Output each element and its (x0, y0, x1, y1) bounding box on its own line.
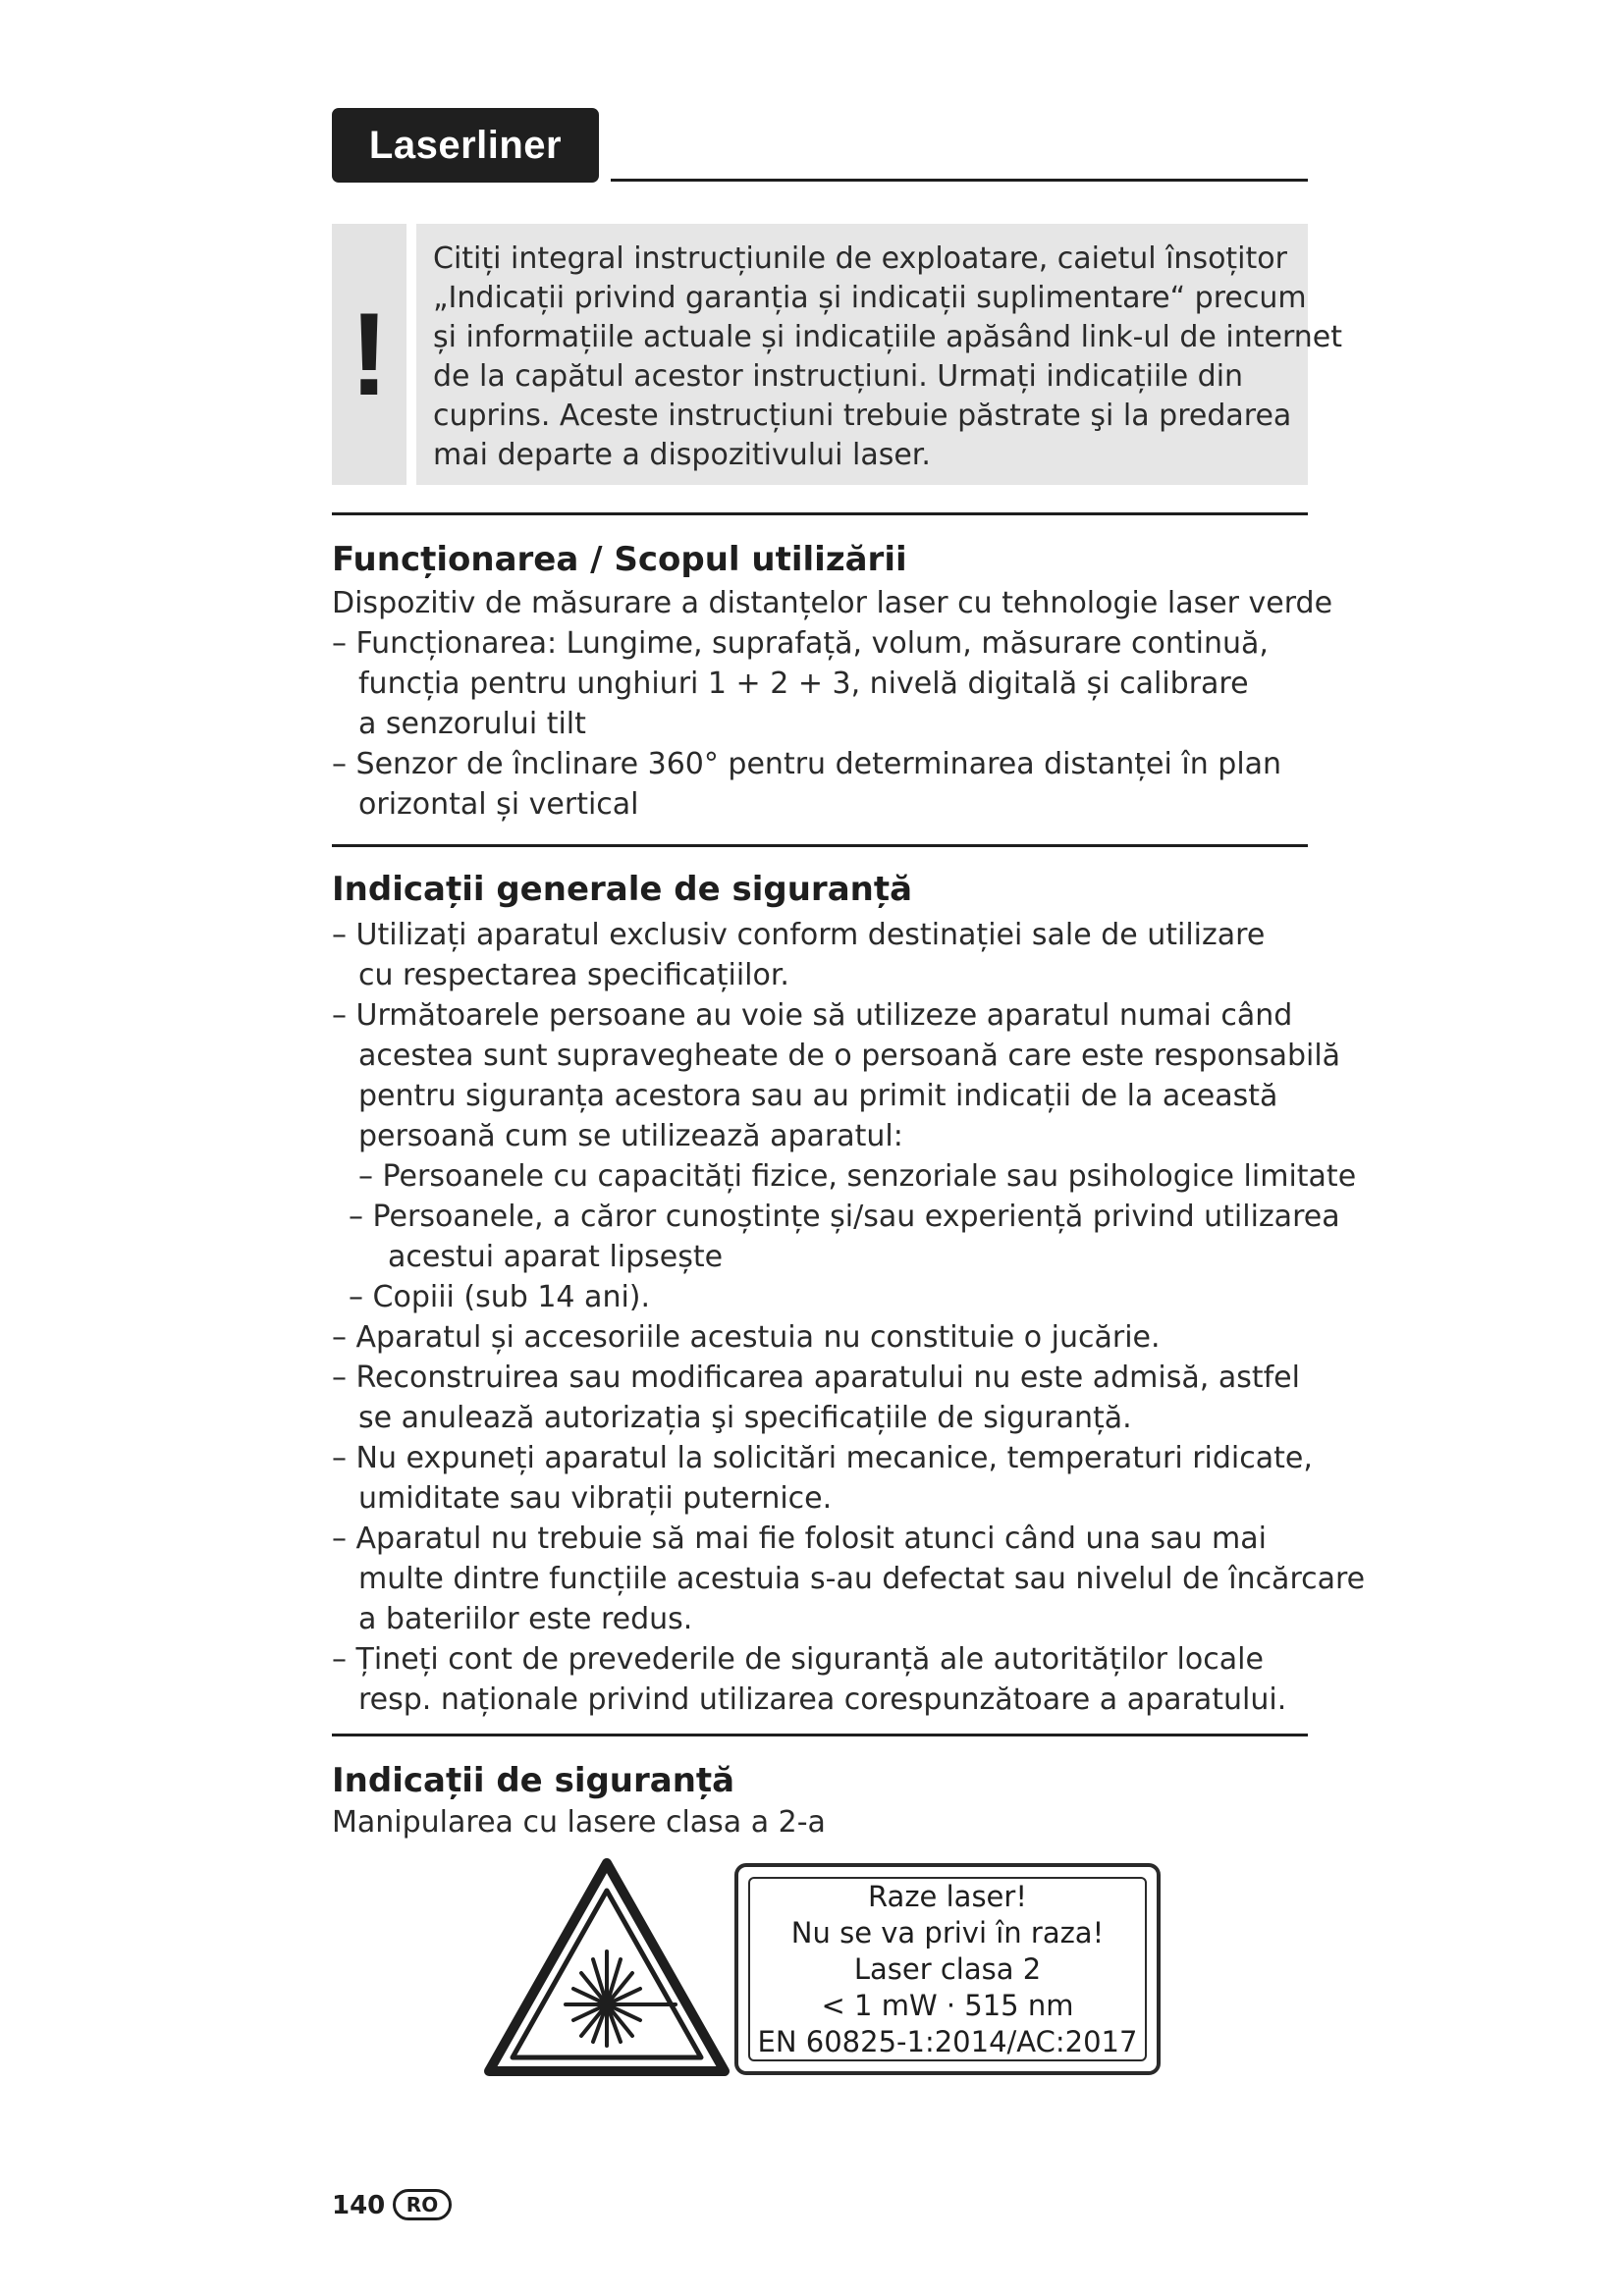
section-subtitle: Manipularea cu lasere clasa a 2-a (332, 1805, 826, 1840)
laser-warning-icon (483, 1857, 731, 2079)
section-divider (332, 512, 1308, 515)
language-badge: RO (393, 2189, 452, 2220)
list-item-continuation: persoană cum se utilizează aparatul: (358, 1119, 903, 1153)
list-item: – Țineți cont de prevederile de siguranță ale autorităților locale (332, 1642, 1264, 1677)
label-line: Nu se va privi în raza! (790, 1915, 1105, 1949)
label-line: EN 60825-1:2014/AC:2017 (757, 2024, 1138, 2058)
list-item: – Utilizați aparatul exclusiv conform destinației sale de utilizare (332, 918, 1266, 952)
warning-marker (332, 224, 406, 485)
brand-logo (332, 108, 599, 183)
list-item-continuation: multe dintre funcțiile acestuia s-au defectat sau nivelul de încărcare (358, 1562, 1366, 1596)
list-item-continuation: a bateriilor este redus. (358, 1602, 693, 1636)
warning-line: și informațiile actuale și indicațiile apăsând link-ul de internet (433, 320, 1343, 354)
list-item-continuation: resp. naționale privind utilizarea corespunzătoare a aparatului. (358, 1682, 1287, 1717)
sub-list-item: – Persoanele, a căror cunoștințe și/sau experiență privind utilizarea (349, 1200, 1340, 1234)
warning-line: mai departe a dispozitivului laser. (433, 438, 931, 472)
list-item: – Nu expuneți aparatul la solicitări mecanice, temperaturi ridicate, (332, 1441, 1313, 1475)
list-item-continuation: se anulează autorizația şi specificațiile de siguranță. (358, 1401, 1132, 1435)
warning-line: de la capătul acestor instrucțiuni. Urmați indicațiile din (433, 359, 1244, 394)
list-item: – Aparatul nu trebuie să mai fie folosit atunci când una sau mai (332, 1522, 1267, 1556)
warning-line: „Indicații privind garanția și indicații suplimentare“ precum (433, 281, 1307, 315)
sub-list-item-continuation: acestui aparat lipsește (388, 1240, 724, 1274)
list-item-continuation: acestea sunt supravegheate de o persoană care este responsabilă (358, 1039, 1341, 1073)
list-item-continuation: umiditate sau vibrații puternice. (358, 1481, 833, 1516)
section-divider (332, 844, 1308, 847)
label-line: Laser clasa 2 (853, 1951, 1042, 1986)
section-title-safety: Indicații de siguranță (332, 1761, 735, 1800)
section-divider (332, 1734, 1308, 1736)
warning-text (433, 240, 1343, 475)
warning-line: cuprins. Aceste instrucțiuni trebuie păstrate şi la predarea (433, 399, 1292, 433)
section-safety-body (332, 1802, 1314, 1842)
header-rule (611, 179, 1308, 182)
sub-list-item: – Copiii (sub 14 ani). (349, 1280, 651, 1314)
list-item-continuation: a senzorului tilt (358, 707, 586, 741)
section-title-general-safety: Indicații generale de siguranță (332, 870, 913, 909)
brand-name: Laserliner (368, 123, 563, 167)
warning-line: Citiți integral instrucțiunile de exploatare, caietul însoțitor (433, 241, 1287, 276)
list-item: – Reconstruirea sau modificarea aparatului nu este admisă, astfel (332, 1361, 1300, 1395)
section-general-safety-body (332, 915, 1366, 1720)
section-function-body (332, 583, 1333, 825)
section-title-function: Funcționarea / Scopul utilizării (332, 540, 907, 579)
list-item: – Funcționarea: Lungime, suprafață, volum, măsurare continuă, (332, 626, 1269, 661)
label-line: Raze laser! (868, 1879, 1027, 1913)
list-item-continuation: cu respectarea specificațiilor. (358, 958, 789, 992)
label-line: < 1 mW · 515 nm (821, 1988, 1074, 2022)
list-item: – Senzor de înclinare 360° pentru determinarea distanței în plan (332, 747, 1282, 781)
page-number: 140 (332, 2191, 386, 2220)
sub-list-item: – Persoanele cu capacități fizice, senzoriale sau psihologice limitate (358, 1159, 1357, 1194)
exclamation-icon: ! (350, 289, 389, 420)
list-item-continuation: pentru siguranța acestora sau au primit indicații de la această (358, 1079, 1278, 1113)
list-item-continuation: funcția pentru unghiuri 1 + 2 + 3, nivelă digitală și calibrare (358, 667, 1249, 701)
list-item: – Următoarele persoane au voie să utilizeze aparatul numai când (332, 998, 1293, 1033)
list-item-continuation: orizontal și vertical (358, 787, 639, 822)
body-line: Dispozitiv de măsurare a distanțelor laser cu tehnologie laser verde (332, 586, 1333, 620)
laser-class-label (734, 1863, 1161, 2075)
list-item: – Aparatul și accesoriile acestuia nu constituie o jucărie. (332, 1320, 1161, 1355)
